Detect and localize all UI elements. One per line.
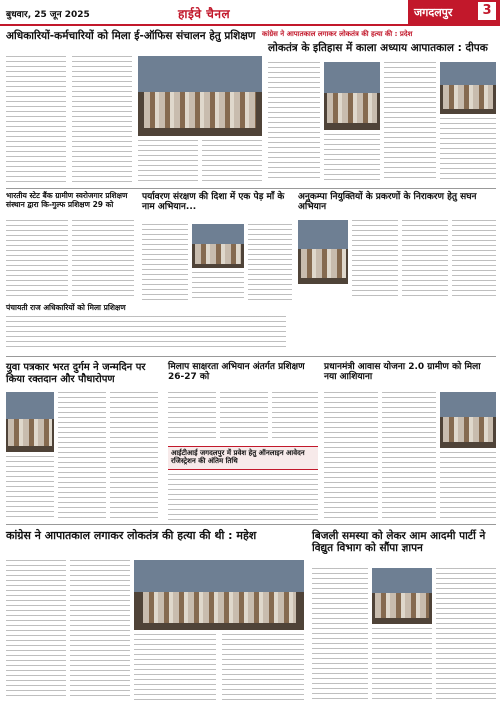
section-title: हाईवे चैनल (178, 7, 231, 21)
text-column (142, 224, 188, 300)
text-column (6, 456, 54, 520)
text-column (382, 392, 436, 520)
text-column (72, 220, 134, 300)
news-photo (324, 62, 380, 130)
text-column (440, 118, 496, 182)
text-column (312, 568, 368, 700)
text-column (202, 140, 262, 184)
text-column (6, 56, 66, 184)
column-rule (6, 188, 496, 189)
text-column (168, 392, 216, 442)
text-column (268, 62, 320, 182)
news-photo (192, 224, 244, 268)
text-column (220, 392, 268, 442)
headline-eoffice: अधिकारियों-कर्मचारियों को मिला ई-ऑफिस संचालन हेतु प्रशिक्षण (6, 30, 256, 42)
headline-aap-electricity: बिजली समस्या को लेकर आम आदमी पार्टी ने विद्युत विभाग को सौंपा ज्ञापन (312, 530, 486, 555)
text-column (402, 220, 448, 300)
masthead (0, 0, 500, 26)
text-column (248, 224, 292, 300)
headline-panchayat-training: पंचायती राज अधिकारियों को मिला प्रशिक्षण (6, 303, 126, 312)
page-number: 3 (478, 2, 496, 20)
text-column (384, 62, 436, 182)
text-column (168, 474, 318, 520)
news-photo (440, 62, 496, 114)
iti-banner (168, 446, 318, 470)
headline-pm-awas: प्रधानमंत्री आवास योजना 2.0 ग्रामीण को मिला नया आशियाना (324, 362, 481, 383)
brand-block (408, 0, 500, 24)
text-column (272, 392, 318, 442)
text-column (72, 56, 132, 184)
issue-date: बुधवार, 25 जून 2025 (6, 10, 90, 20)
text-column (192, 272, 244, 300)
flag-line: कांग्रेस ने आपातकाल लगाकर लोकतंत्र की हत्या की : प्रदेश (262, 30, 413, 38)
headline-iti-admission: आईटीआई जगदलपुर में प्रवेश हेतु ऑनलाइन आवेदन रजिस्ट्रेशन की अंतिम तिथि (171, 449, 305, 466)
headline-literacy-training: मिलाप साक्षरता अभियान अंतर्गत प्रशिक्षण 26-27 को (168, 362, 305, 383)
headline-compassionate-appointments: अनुकम्पा नियुक्तियों के प्रकरणों के निराकरण हेतु सघन अभियान (298, 192, 477, 213)
news-photo (372, 568, 432, 624)
brand-name: जगदलपुर (414, 6, 453, 19)
text-column (222, 634, 304, 700)
text-column (134, 634, 216, 700)
news-photo (298, 220, 348, 284)
text-column (324, 134, 380, 182)
text-column (58, 392, 106, 520)
text-column (440, 452, 496, 520)
headline-emergency-deepak: लोकतंत्र के इतिहास में काला अध्याय आपातकाल : दीपक (268, 42, 488, 54)
news-photo (6, 392, 54, 452)
news-photo (138, 56, 262, 136)
column-rule (6, 524, 496, 525)
headline-environment: पर्यावरण संरक्षण की दिशा में एक पेड़ माँ के नाम अभियान... (142, 192, 285, 213)
text-column (138, 140, 198, 184)
text-column (6, 560, 66, 700)
text-column (372, 628, 432, 700)
text-column (6, 316, 286, 350)
headline-emergency-mahesh: कांग्रेस ने आपातकाल लगाकर लोकतंत्र की हत्या की थी : महेश (6, 529, 257, 542)
text-column (436, 568, 496, 700)
text-column (324, 392, 378, 520)
headline-blood-donation: युवा पत्रकार भरत दुर्गम ने जन्मदिन पर किया रक्तदान और पौधारोपण (6, 362, 146, 385)
headline-sbi-rseti: भारतीय स्टेट बैंक ग्रामीण स्वरोजगार प्रशिक्षण संस्थान द्वारा कि-गुल्फ प्रशिक्षण 29 को (6, 191, 128, 209)
news-photo (134, 560, 304, 630)
text-column (70, 560, 130, 700)
column-rule (6, 356, 496, 357)
text-column (452, 220, 496, 300)
text-column (6, 220, 68, 300)
news-photo (440, 392, 496, 448)
text-column (352, 220, 398, 300)
text-column (110, 392, 158, 520)
